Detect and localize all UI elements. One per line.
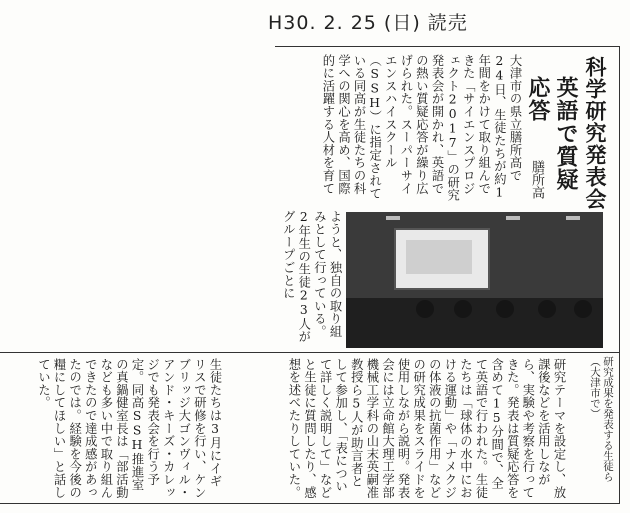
- presentation-photo: [346, 212, 603, 348]
- place-label: 膳所高: [529, 160, 544, 199]
- article-paragraph-bottom-b: 生徒たちは3月にイギリスで研修を行い、ケンブリッジ大ゴンヴィル・アンド・キーズ・カレッジでも発表会を行う予定。同高SSH推進室の真鍋健室長は「部活動なども多い中で取り組んできたので達成感があったのでは。経験を今後の糧にしてほしい」と話していた。: [36, 358, 222, 499]
- article-paragraph-bottom-a: 研究テーマを設定し、放課後などを活用しながら、実験や考察を行ってきた。発表は質疑応答を含めて15分間で、全て英語で行われた。生徒たちは「球体の水中における運動」や「ナメクジの体液の抗菌作用」などの研究成果をスライドを使用しながら説明。発表会には立命館大理工学部機械工学科の山末英嗣准教授ら5人が助言者として参加し、「表について詳しく説明して」などと生徒に質問したり、感想を述べたりしていた。: [286, 358, 566, 499]
- article-paragraph-middle: ようと、独自の取り組みとして行っている。2年生の生徒23人がグループごとに: [281, 210, 342, 344]
- headline-sub: 英語で質疑応答: [525, 76, 579, 191]
- audience-member: [454, 300, 472, 318]
- audience-member: [574, 300, 592, 318]
- audience-member: [416, 300, 434, 318]
- article-paragraph-top: 大津市の県立膳所高で24日、生徒たちが約1年間をかけて取り組んできた「サイエンスプロジェクト2017」の研究発表会が開かれ、英語での熱い質疑応答が繰り広げられた。スーパーサイエンスハイスクール（SSH）に指定されている同高が生徒たちの科学への関心を高め、国際的に活躍する人材を育て: [320, 54, 522, 202]
- headline-main: 科学研究発表会: [583, 56, 608, 210]
- date-source-line: H30. 2. 25 (日) 読売: [268, 12, 468, 34]
- slide-content: [406, 240, 472, 274]
- ceiling-lamp: [566, 216, 580, 220]
- ceiling-lamp: [506, 216, 520, 220]
- section-divider: [0, 352, 620, 353]
- audience-member: [496, 300, 514, 318]
- clip-border-right: [619, 46, 620, 504]
- ceiling-lamp: [386, 216, 400, 220]
- audience-area: [346, 298, 603, 348]
- photo-caption: 研究成果を発表する生徒ら（大津市で）: [589, 356, 614, 482]
- clip-border-top: [275, 46, 620, 47]
- projection-screen: [394, 228, 490, 290]
- audience-member: [538, 300, 556, 318]
- clip-border-bottom: [0, 503, 620, 504]
